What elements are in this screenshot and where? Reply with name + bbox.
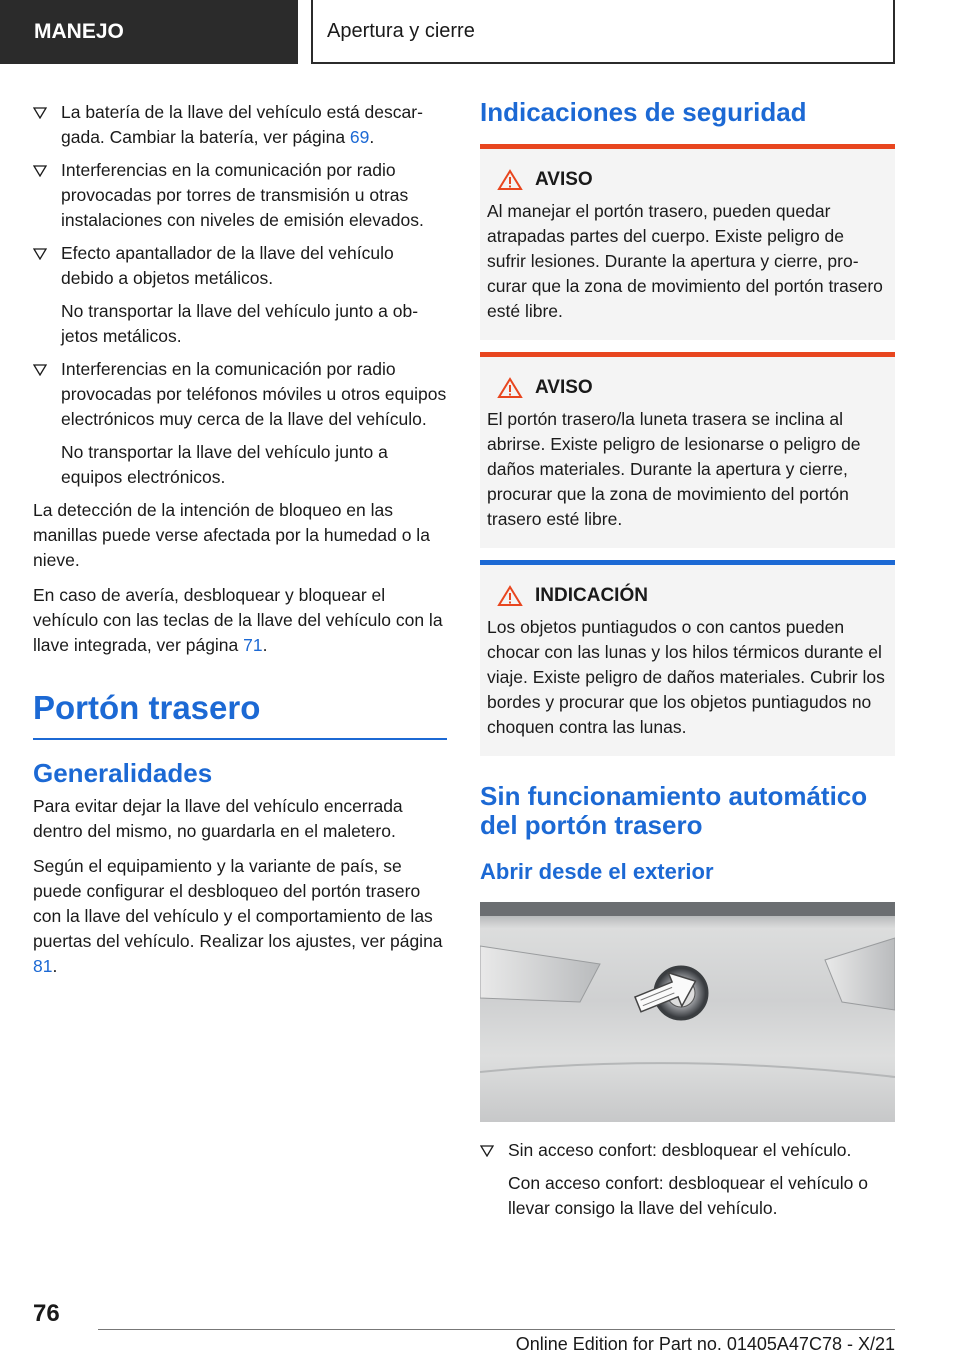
paragraph: La detección de la intención de bloqueo en las manillas puede verse afectada por la humedad o la nieve. [33,500,430,570]
triangle-bullet-icon [33,107,47,119]
safety-heading: Indicaciones de seguridad [480,97,807,127]
warning-title: AVISO [535,169,593,190]
list-item-subtext: No transportar la llave del vehículo junto a objetos metálicos. [61,301,419,346]
chapter-tab [311,0,895,64]
chapter-title: Apertura y cierre [327,19,475,42]
list-item [33,357,447,432]
note-box [480,560,895,756]
page-link-71[interactable]: 71 [243,635,263,655]
warning-header [487,377,887,399]
tailgate-illustration [480,902,895,1122]
list-item [33,158,447,233]
paragraph [33,854,447,979]
page-link-81[interactable]: 81 [33,956,53,976]
paragraph-text-end: . [262,635,268,655]
list-item-text: La batería de la llave del vehículo está descargada. Cambiar la batería, ver página [61,102,423,147]
left-column [33,100,447,989]
list-item [33,100,447,150]
paragraph-text-end: . [52,956,58,976]
warning-box [480,144,895,340]
list-item-text: Interferencias en la comunicación por radio provocadas por teléfonos móviles u otros equipos electrónicos muy cerca de la llave del vehículo. [61,359,447,429]
triangle-bullet-icon [33,248,47,260]
list-item-text-end: . [369,127,375,147]
note-triangle-icon [497,585,523,607]
section-tab [0,0,298,64]
paragraph-text: Según el equipamiento y la variante de país, se puede configurar el desbloqueo del portón trasero con la llave del vehículo y el comportamiento de las puertas del vehículo. Realizar los ajustes, ver página [33,856,443,951]
paragraph: Para evitar dejar la llave del vehículo encerrada dentro del mismo, no guardarla en el maletero. [33,796,403,841]
note-title: INDICACIÓN [535,585,648,606]
warning-text: Al manejar el portón trasero, pueden quedar atrapadas partes del cuerpo. Existe peligro de sufrir lesiones. Durante la apertura y cierre, procurar que la zona de movimiento del portón trasero esté libre. [487,201,883,321]
footer-rule [98,1329,895,1330]
triangle-bullet-icon [480,1145,494,1157]
list-item-text: Sin acceso confort: desbloquear el vehículo. [508,1140,852,1160]
page-link-69[interactable]: 69 [349,127,370,147]
list-item-text: Interferencias en la comunicación por radio provocadas por torres de transmisión u otras instalaciones con niveles de emisión elevados. [61,160,424,230]
list-item-text: Efecto apantallador de la llave del vehículo debido a objetos metálicos. [61,243,394,288]
sub-subsection-heading: Abrir desde el exterior [480,859,714,884]
section-heading: Portón trasero [33,689,261,726]
page-number: 76 [33,1300,60,1327]
warning-triangle-icon [497,169,523,191]
triangle-bullet-icon [33,165,47,177]
warning-triangle-icon [497,377,523,399]
warning-box [480,352,895,548]
edition-footer: Online Edition for Part no. 01405A47C78 - X/21 [515,1334,895,1354]
subsection-heading: Sin funcionamiento automático del portón trasero [480,781,868,840]
paragraph-text: En caso de avería, desbloquear y bloquear el vehículo con las teclas de la llave del vehículo con la llave integrada, ver página [33,585,443,655]
note-header [487,585,887,607]
warning-text: El portón trasero/la luneta trasera se inclina al abrirse. Existe peligro de lesionarse o peligro de daños materiales. Durante la apertura y cierre, procurar que la zona de movimiento del portón trasero esté libre. [487,409,861,529]
note-text: Los objetos puntiagudos o con cantos pueden chocar con las lunas y los hilos térmicos durante el viaje. Existe peligro de daños materiales. Cubrir los bordes y procurar que los objetos puntiagudos no choquen contra las lunas. [487,617,885,737]
tailgate-photo [480,902,895,1122]
list-item [480,1138,895,1163]
list-item-subtext: Con acceso confort: desbloquear el vehículo o llevar consigo la llave del vehículo. [508,1173,868,1218]
warning-header [487,169,887,191]
warning-title: AVISO [535,377,593,398]
paragraph [33,583,447,658]
section-title: MANEJO [34,20,124,43]
heading-rule [33,738,447,740]
list-item [33,241,447,291]
subsection-heading: Generalidades [33,758,213,788]
triangle-bullet-icon [33,364,47,376]
right-column [480,98,895,1229]
list-item-subtext: No transportar la llave del vehículo junto a equipos electrónicos. [61,442,388,487]
